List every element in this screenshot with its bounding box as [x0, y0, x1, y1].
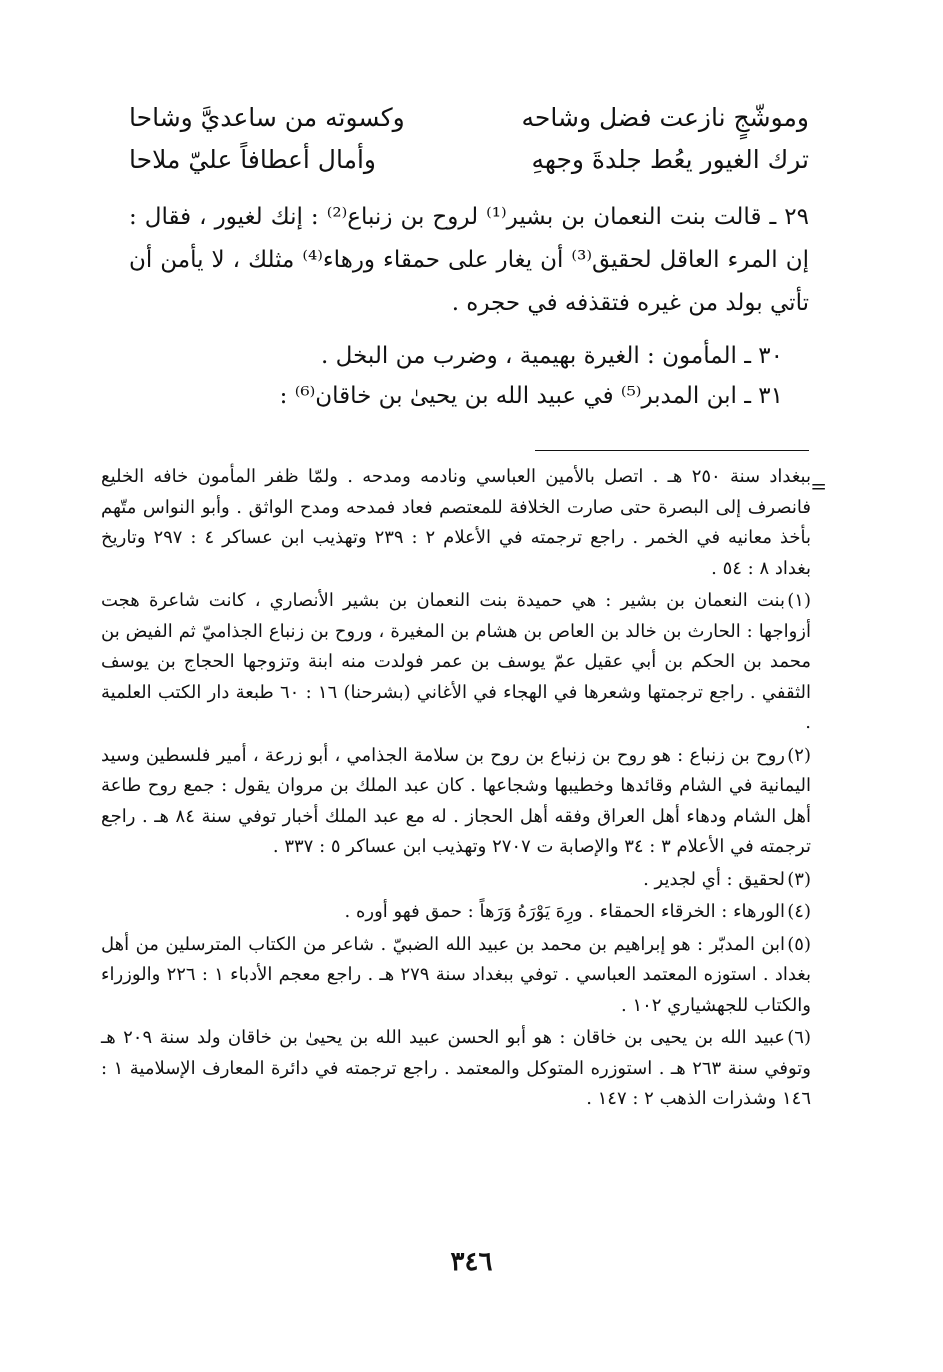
footnotes [101, 462, 811, 1117]
footnote-separator [535, 450, 809, 451]
paragraph-29: ٢٩ ـ قالت بنت النعمان بن بشير⁽¹⁾ لروح بن زنباع⁽²⁾ : إنك لغيور ، فقال : إن المرء العاقل لحقيق⁽³⁾ أن يغار على حمقاء ورهاء⁽⁴⁾ مثلك ، لا يأمن أن تأتي بولد من غيره فتقذفه في حجره . [129, 204, 809, 316]
verse-line-1 [129, 96, 809, 140]
verse-line-2 [129, 138, 809, 182]
line-30: ٣٠ ـ المأمون : الغيرة بهيمية ، وضرب من البخل . [321, 343, 783, 369]
verse-2-first-hemistich: ترك الغيور يعُط جلدةَ وجههِ [531, 145, 809, 174]
continuation-mark: = [810, 474, 827, 498]
verse-1-second-hemistich: وكسوته من ساعديَّ وشاحا [129, 103, 405, 132]
footnote-4: (٤)الورهاء : الخرقاء الحمقاء . ورِهَ يَوْرَهُ وَرَهاً : حمق فهو أوره . [344, 901, 811, 922]
footnote-6: (٦)عبيد الله بن يحيى بن خاقان : هو أبو الحسن عبيد الله بن يحيىٰ بن خاقان ولد سنة ٢٠٩ هـ وتوفي سنة ٢٦٣ هـ . استوزره المتوكل والمعتمد . راجع ترجمته في دائرة المعارف الإسلامية ١ : ١٤٦ وشذرات الذهب ٢ : ١٤٧ . [101, 1027, 811, 1109]
verse-1-first-hemistich: وموشّجٍ نازعت فضل وشاحه [521, 103, 809, 132]
line-31: ٣١ ـ ابن المدبر⁽⁵⁾ في عبيد الله بن يحيىٰ بن خاقان⁽⁶⁾ : [279, 383, 783, 409]
verse-2-second-hemistich: وأمال أعطافاً عليّ ملاحا [129, 145, 376, 174]
footnote-3: (٣)لحقيق : أي لجدير . [643, 868, 811, 890]
footnote-1: (١)بنت النعمان بن بشير : هي حميدة بنت النعمان بن بشير الأنصاري ، كانت شاعرة هجت أزواجها : الحارث بن خالد بن العاص بن هشام بن المغيرة ، وروح بن زنباع الجذاميّ ثم الفيض بن محمد بن الحكم بن أبي عقيل عمّ يوسف بن عمر فولدت منه ابنة وتزوجها الحجاج بن يوسف الثقفي . راجع ترجمتها وشعرها في الهجاء في الأغاني (بشرحنا) ١٦ : ٦٠ طبعة دار الكتب العلمية . [101, 590, 811, 733]
footnote-continued: ببغداد سنة ٢٥٠ هـ . اتصل بالأمين العباسي ونادمه ومدحه . ولمّا ظفر المأمون خافه الخليع فانصرف إلى البصرة حتى صارت الخلافة للمعتصم فعاد فمدحه ومدح الواثق . وأبو النواس متّهم بأخذ معانيه في الخمر . راجع ترجمته في الأعلام ٢ : ٢٣٩ وتهذيب ابن عساكر ٤ : ٢٩٧ وتاريخ بغداد ٨ : ٥٤ . [101, 466, 812, 579]
footnote-5: (٥)ابن المدبّر : هو إبراهيم بن محمد بن عبيد الله الضبيّ . شاعر من الكتاب المترسلين من أهل بغداد . استوزه المعتمد العباسي . توفي ببغداد سنة ٢٧٩ هـ . راجع معجم الأدباء ١ : ٢٢٦ والوزراء والكتاب للجهشياري ١٠٢ . [101, 933, 811, 1016]
footnote-2: (٢)روح بن زنباع : هو روح بن زنباع بن روح بن سلامة الجذامي ، أبو زرعة ، أمير فلسطين وسيد اليمانية في الشام وقائدها وخطيبها وشجاعها . كان عبد الملك بن مروان يقول : جمع روح طاعة أهل الشام ودهاء أهل العراق وفقه أهل الحجاز . له مع عبد الملك أخبار توفي سنة ٨٤ هـ . راجع ترجمته في الأعلام ٣ : ٣٤ والإصابة ت ٢٧٠٧ وتهذيب ابن عساكر ٥ : ٣٣٧ . [101, 744, 811, 857]
page-number: ٣٤٦ [450, 1247, 493, 1277]
